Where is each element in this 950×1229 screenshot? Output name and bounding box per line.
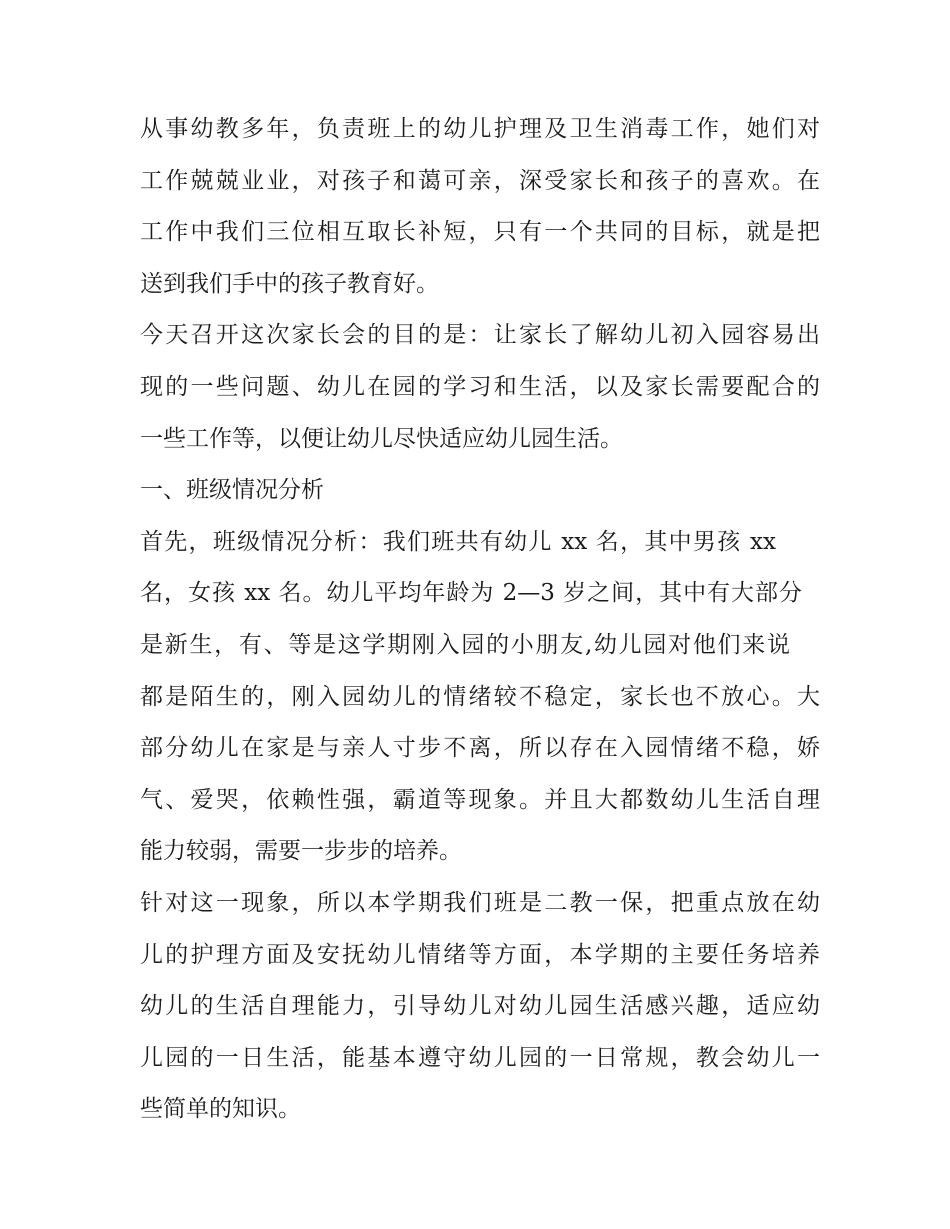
text-line: 名，女孩 xx 名。幼儿平均年龄为 2—3 岁之间，其中有大部分: [140, 580, 802, 607]
text-line: 从事幼教多年，负责班上的幼儿护理及卫生消毒工作，她们对: [140, 116, 820, 142]
text-line: 现的一些问题、幼儿在园的学习和生活，以及家长需要配合的: [140, 373, 820, 400]
text-line: 工作中我们三位相互取长补短，只有一个共同的目标，就是把: [140, 219, 820, 246]
heading-text: 一、班级情况分析: [140, 477, 324, 504]
text-line: 一些工作等，以便让幼儿尽快适应幼儿园生活。: [140, 425, 623, 452]
text-line: 工作兢兢业业，对孩子和蔼可亲，深受家长和孩子的喜欢。在: [140, 167, 820, 194]
text-line: 送到我们手中的孩子教育好。: [140, 270, 439, 297]
text-line: 些简单的知识。: [140, 1096, 301, 1123]
document-body: [140, 104, 820, 1136]
section-heading: [140, 465, 820, 517]
text-line: 幼儿的生活自理能力，引导幼儿对幼儿园生活感兴趣，适应幼: [140, 993, 820, 1020]
paragraph-class-analysis: [140, 517, 820, 878]
paragraph-staff-intro: [140, 104, 820, 310]
text-line: 是新生，有、等是这学期刚入园的小朋友,幼儿园对他们来说: [140, 631, 790, 658]
text-line: 都是陌生的，刚入园幼儿的情绪较不稳定，家长也不放心。大: [140, 683, 820, 710]
text-line: 儿的护理方面及安抚幼儿情绪等方面，本学期的主要任务培养: [140, 941, 820, 968]
text-line: 能力较弱，需要一步步的培养。: [140, 838, 462, 865]
text-line: 首先，班级情况分析：我们班共有幼儿 xx 名，其中男孩 xx: [140, 528, 776, 555]
text-line: 气、爱哭，依赖性强，霸道等现象。并且大都数幼儿生活自理: [140, 786, 820, 813]
text-line: 部分幼儿在家是与亲人寸步不离，所以存在入园情绪不稳，娇: [140, 735, 820, 762]
paragraph-meeting-purpose: [140, 310, 820, 465]
text-line: 针对这一现象，所以本学期我们班是二教一保，把重点放在幼: [140, 889, 820, 916]
paragraph-semester-focus: [140, 878, 820, 1136]
text-line: 今天召开这次家长会的目的是：让家长了解幼儿初入园容易出: [140, 322, 820, 349]
text-line: 儿园的一日生活，能基本遵守幼儿园的一日常规，教会幼儿一: [140, 1044, 820, 1071]
